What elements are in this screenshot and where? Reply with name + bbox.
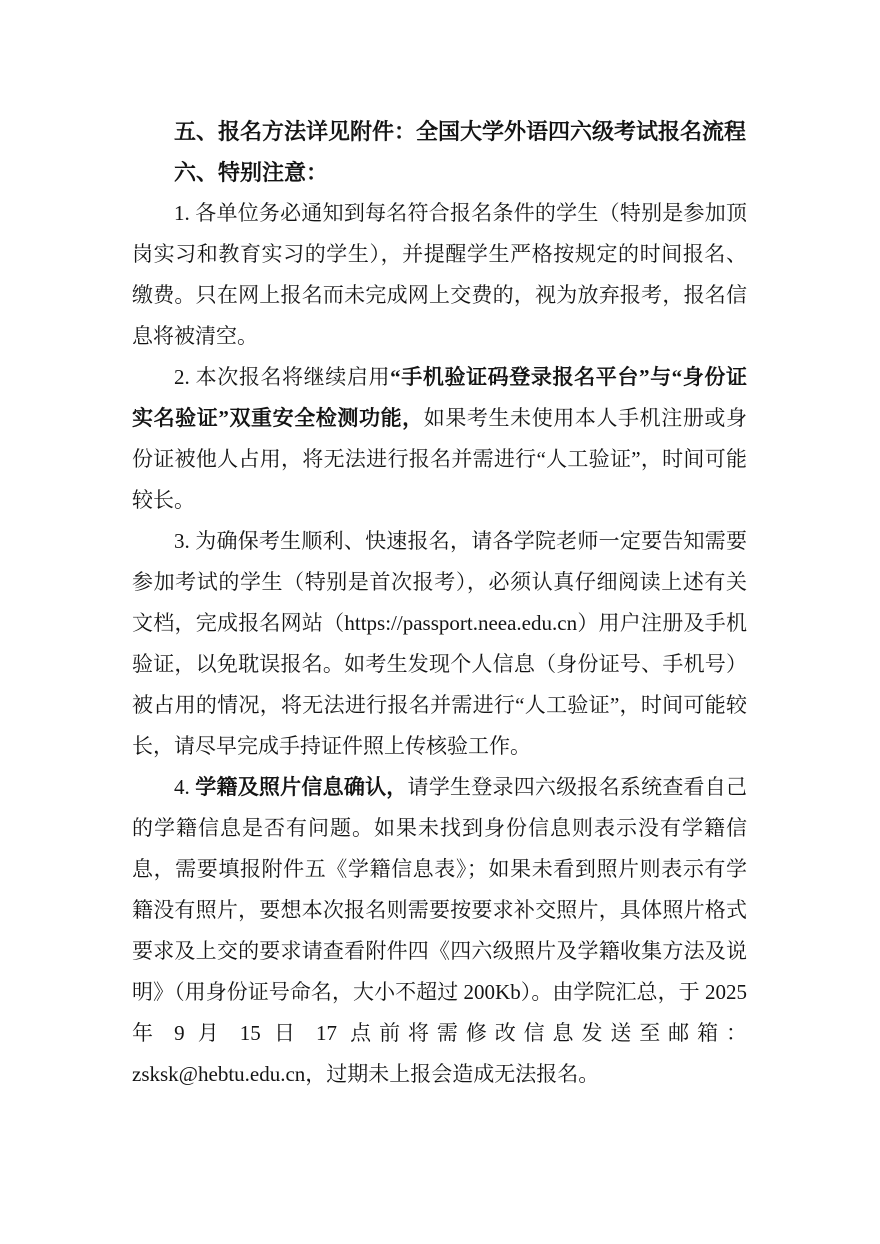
paragraph-text: 2. 本次报名将继续启用: [174, 365, 391, 389]
heading-text: 五、报名方法详见附件：全国大学外语四六级考试报名流程: [174, 119, 747, 144]
paragraph-text-bold: 学籍及照片信息确认，: [195, 775, 408, 799]
paragraph-notice-4: [132, 767, 747, 1095]
heading-text: 六、特别注意：: [174, 160, 329, 185]
paragraph-text: 3. 为确保考生顺利、快速报名，请各学院老师一定要告知需要参加考试的学生（特别是首次报考），必须认真仔细阅读上述有关文档，完成报名网站（https://passport.neea.edu.cn）用户注册及手机验证，以免耽误报名。如考生发现个人信息（身份证号、手机号）被占用的情况，将无法进行报名并需进行“人工验证”，时间可能较长，请尽早完成手持证件照上传核验工作。: [132, 529, 747, 758]
paragraph-text: 如果考生未使用本人手机注册或身份证被他人占用，将无法进行报名并需进行“人工验证”，时间可能较长。: [132, 406, 747, 512]
paragraph-text: 4.: [174, 775, 196, 799]
paragraph-text-bold: “手机验证码登录报名平台”与“身份证实名验证”双重安全检测功能，: [132, 365, 748, 430]
paragraph-text: 请学生登录四六级报名系统查看自己的学籍信息是否有问题。如果未找到身份信息则表示没有学籍信息，需要填报附件五《学籍信息表》；如果未看到照片则表示有学籍没有照片，要想本次报名则需要按要求补交照片，具体照片格式要求及上交的要求请查看附件四《四六级照片及学籍收集方法及说明》（用身份证号命名，大小不超过 200Kb）。由学院汇总，于 2025 年 9 月 15 日 17 点前将需修改信息发送至邮箱：zsksk@hebtu.edu.cn，过期未上报会造成无法报名。: [132, 775, 748, 1086]
paragraph-notice-3: [132, 521, 747, 767]
heading-section-six: [132, 152, 747, 193]
paragraph-notice-1: [132, 193, 747, 357]
paragraph-text: 1. 各单位务必通知到每名符合报名条件的学生（特别是参加顶岗实习和教育实习的学生），并提醒学生严格按规定的时间报名、缴费。只在网上报名而未完成网上交费的，视为放弃报考，报名信息将被清空。: [132, 201, 747, 348]
paragraph-notice-2: [132, 357, 747, 521]
document-body: [132, 111, 747, 1095]
heading-section-five: [132, 111, 747, 152]
